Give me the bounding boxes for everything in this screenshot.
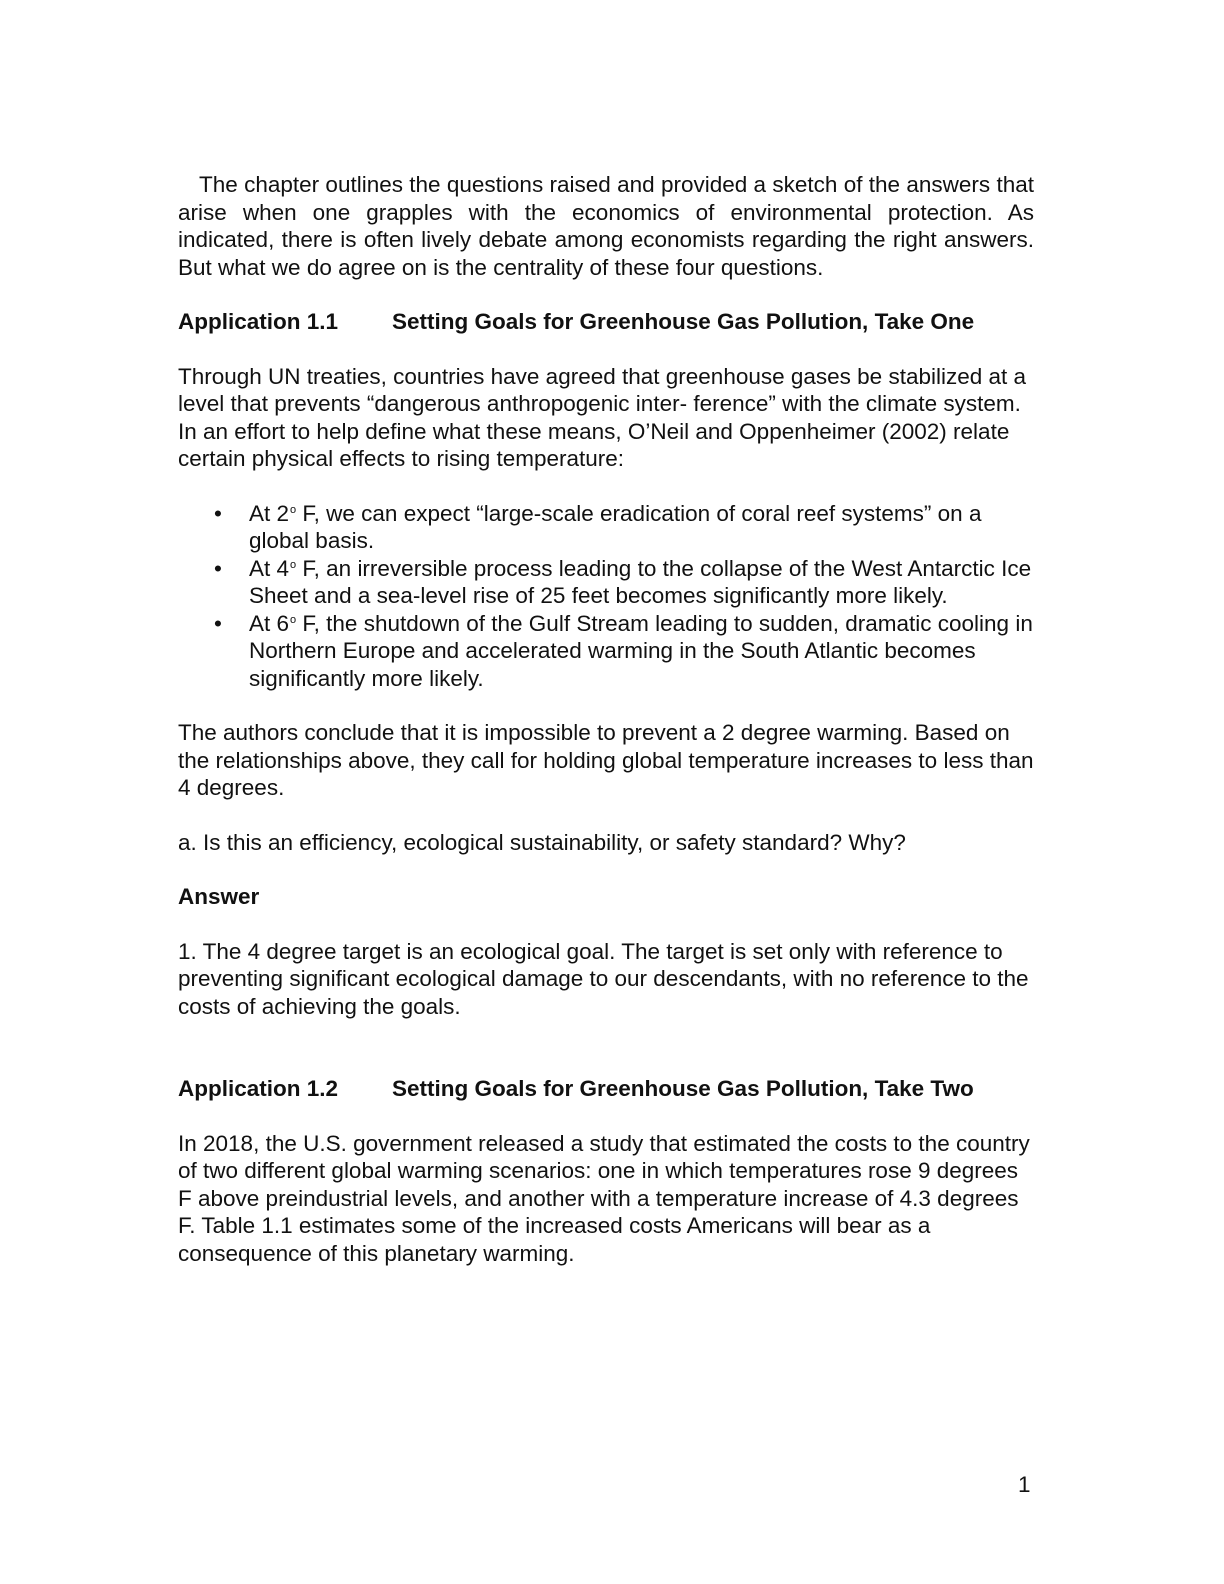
conclusion-paragraph: The authors conclude that it is impossible to prevent a 2 degree warming. Based on the relationships above, they call for holding global temperature increases to less than 4 degrees.	[178, 720, 1034, 800]
application-number: Application 1.1	[178, 309, 339, 334]
bullet-text: F, we can expect “large-scale eradication of coral reef systems” on a global basis.	[249, 500, 982, 553]
effects-bullet-list	[178, 500, 1034, 693]
bullet-text: F, the shutdown of the Gulf Stream leading to sudden, dramatic cooling in Northern Europe and accelerated warming in the South Atlantic becomes significantly more likely.	[249, 610, 1033, 691]
bullet-prefix: At 2	[249, 500, 290, 526]
application-title: Setting Goals for Greenhouse Gas Pollution, Take One	[392, 309, 975, 334]
bullet-prefix: At 4	[249, 555, 290, 581]
question-a: a. Is this an efficiency, ecological sustainability, or safety standard? Why?	[178, 829, 906, 855]
bullet-prefix: At 6	[249, 610, 290, 636]
degree-symbol: o	[290, 613, 297, 626]
degree-symbol: o	[290, 503, 297, 516]
list-item	[178, 555, 1034, 610]
bullet-icon: •	[214, 610, 222, 636]
answer-heading: Answer	[178, 884, 260, 909]
intro-paragraph: The chapter outlines the questions raised and provided a sketch of the answers that arise when one grapples with the economics of environmental protection. As indicated, there is often lively debate among economists regarding the right answers. But what we do agree on is the centrality of these four questions.	[178, 172, 1034, 280]
application-1-1-paragraph: Through UN treaties, countries have agreed that greenhouse gases be stabilized at a level that prevents “dangerous anthropogenic inter- ference” with the climate system. In an effort to help define what these means, O’Neil and Oppenheimer (2002) relate certain physical effects to rising temperature:	[178, 363, 1027, 471]
application-1-2-paragraph: In 2018, the U.S. government released a study that estimated the costs to the country of two different global warming scenarios: one in which temperatures rose 9 degrees F above preindustrial levels, and another with a temperature increase of 4.3 degrees F. Table 1.1 estimates some of the increased costs Americans will bear as a consequence of this planetary warming.	[178, 1130, 1030, 1266]
list-item	[178, 610, 1034, 693]
application-1-1-heading	[178, 308, 1034, 336]
bullet-icon: •	[214, 500, 222, 526]
degree-symbol: o	[290, 558, 297, 571]
answer-paragraph: 1. The 4 degree target is an ecological goal. The target is set only with reference to preventing significant ecological damage to our descendants, with no reference to the costs of achieving the goals.	[178, 938, 1029, 1019]
application-1-2-heading	[178, 1075, 1034, 1103]
application-title: Setting Goals for Greenhouse Gas Pollution, Take Two	[392, 1076, 974, 1101]
document-page	[178, 171, 1034, 1267]
bullet-text: F, an irreversible process leading to the collapse of the West Antarctic Ice Sheet and a sea-level rise of 25 feet becomes significantly more likely.	[249, 555, 1032, 608]
list-item	[178, 500, 1034, 555]
bullet-icon: •	[214, 555, 222, 581]
page-number: 1	[1018, 1472, 1031, 1497]
application-number: Application 1.2	[178, 1076, 339, 1101]
